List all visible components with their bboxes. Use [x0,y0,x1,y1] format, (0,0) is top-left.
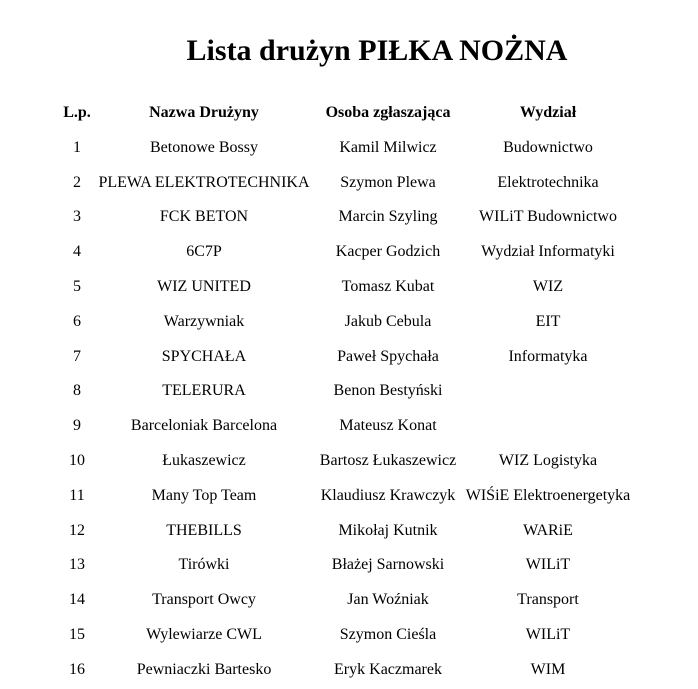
cell-team-name: WIZ UNITED [157,278,251,295]
cell-department: WILiT [525,556,571,574]
cell-lp: 11 [69,486,85,504]
cell-team-name: Łukaszewicz [162,452,246,469]
cell-team-name: 6C7P [186,243,222,261]
cell-department: WILiT Budownictwo [479,208,617,226]
cell-submitter: Kamil Milwicz [339,138,437,156]
cell-submitter: Błażej Sarnowski [331,556,445,574]
cell-team-name: TELERURA [162,382,246,400]
cell-submitter: Jakub Cebula [344,312,432,330]
cell-team-name: PLEWA ELEKTROTECHNIKA [98,173,310,191]
cell-submitter: Benon Bestyński [333,382,443,400]
cell-submitter: Szymon Cieśla [339,626,437,643]
cell-submitter: Kacper Godzich [335,243,441,261]
header-submitter: Osoba zgłaszająca [325,104,451,121]
cell-lp: 3 [73,208,81,226]
cell-submitter: Paweł Spychała [337,347,439,365]
cell-submitter: Szymon Plewa [340,173,436,191]
cell-department: WARiE [523,521,573,539]
cell-team-name: Warzywniak [163,312,245,330]
cell-submitter: Klaudiusz Krawczyk [320,486,456,504]
cell-lp: 12 [69,521,85,539]
cell-department: Informatyka [508,347,588,365]
cell-lp: 9 [73,417,81,435]
cell-lp: 7 [73,347,81,365]
cell-submitter: Jan Woźniak [347,591,429,609]
cell-department [398,409,698,444]
page-title: Lista drużyn PIŁKA NOŻNA [186,34,568,67]
cell-lp: 1 [73,138,81,156]
cell-department: Budownictwo [503,138,593,156]
cell-team-name: Wylewiarze CWL [146,626,262,643]
cell-team-name: THEBILLS [166,521,242,539]
cell-team-name: SPYCHAŁA [161,347,247,365]
cell-department: WIZ [532,278,564,295]
cell-department: WIZ Logistyka [498,452,598,469]
cell-department: EIT [535,312,561,330]
cell-lp: 6 [73,312,81,330]
cell-department: WIŚiE Elektroenergetyka [465,486,631,504]
cell-team-name: Many Top Team [151,486,257,504]
cell-team-name: FCK BETON [159,208,249,226]
cell-lp: 2 [73,173,81,191]
cell-lp: 5 [73,278,81,295]
cell-lp: 14 [69,591,85,609]
cell-department: WIM [530,660,566,678]
cell-team-name: Tirówki [178,556,230,574]
cell-department: Transport [517,591,579,609]
cell-lp: 16 [69,660,85,678]
cell-department: Wydział Informatyki [481,243,615,261]
header-lp: L.p. [63,104,91,121]
cell-submitter: Tomasz Kubat [341,278,435,295]
header-team-name: Nazwa Drużyny [149,104,259,121]
cell-department: Elektrotechnika [497,173,599,191]
cell-submitter: Eryk Kaczmarek [334,660,442,678]
header-department: Wydział [519,104,577,121]
cell-submitter: Marcin Szyling [338,208,438,226]
cell-department: WILiT [525,626,571,643]
cell-lp: 10 [69,452,85,469]
cell-submitter: Mateusz Konat [339,417,437,435]
cell-lp: 13 [69,556,85,574]
cell-submitter: Bartosz Łukaszewicz [319,452,457,469]
cell-lp: 15 [69,626,85,643]
cell-team-name: Pewniaczki Bartesko [136,660,272,678]
cell-team-name: Betonowe Bossy [150,138,258,156]
cell-submitter: Mikołaj Kutnik [338,521,438,539]
cell-team-name: Transport Owcy [152,591,256,609]
cell-lp: 4 [73,243,81,261]
cell-lp: 8 [73,382,81,400]
cell-team-name: Barceloniak Barcelona [130,417,278,435]
cell-department [398,374,698,409]
